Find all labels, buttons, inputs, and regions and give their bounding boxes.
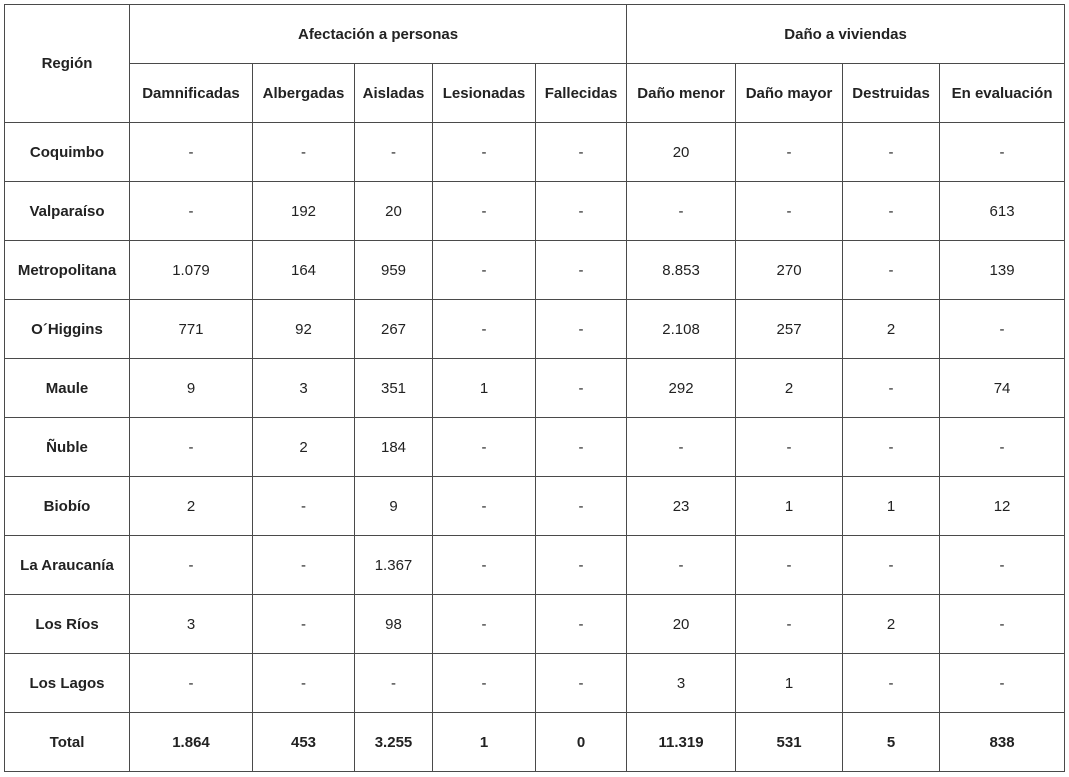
value-cell: 98 bbox=[355, 595, 433, 654]
value-cell: 1.079 bbox=[130, 241, 253, 300]
value-cell: 2 bbox=[736, 359, 843, 418]
table-row bbox=[5, 300, 1065, 359]
col-header-destruidas: Destruidas bbox=[843, 64, 940, 123]
value-cell: - bbox=[253, 477, 355, 536]
value-cell: - bbox=[536, 123, 627, 182]
value-cell: - bbox=[433, 300, 536, 359]
table-row bbox=[5, 241, 1065, 300]
value-cell: 2.108 bbox=[627, 300, 736, 359]
value-cell: 267 bbox=[355, 300, 433, 359]
value-cell: 9 bbox=[355, 477, 433, 536]
region-cell: O´Higgins bbox=[5, 300, 130, 359]
col-header-dano-mayor: Daño mayor bbox=[736, 64, 843, 123]
value-cell: - bbox=[433, 418, 536, 477]
table-row bbox=[5, 536, 1065, 595]
region-cell: Biobío bbox=[5, 477, 130, 536]
col-header-albergadas: Albergadas bbox=[253, 64, 355, 123]
value-cell: - bbox=[253, 654, 355, 713]
value-cell: 771 bbox=[130, 300, 253, 359]
value-cell: - bbox=[843, 241, 940, 300]
region-header: Región bbox=[5, 5, 130, 123]
table-row bbox=[5, 654, 1065, 713]
value-cell: 257 bbox=[736, 300, 843, 359]
value-cell: - bbox=[536, 477, 627, 536]
value-cell: - bbox=[536, 595, 627, 654]
region-cell: Metropolitana bbox=[5, 241, 130, 300]
value-cell: - bbox=[536, 418, 627, 477]
value-cell: - bbox=[843, 182, 940, 241]
value-cell: - bbox=[736, 536, 843, 595]
region-cell: Los Lagos bbox=[5, 654, 130, 713]
table-row bbox=[5, 123, 1065, 182]
value-cell: 2 bbox=[253, 418, 355, 477]
value-cell: 613 bbox=[940, 182, 1065, 241]
total-value-cell: 11.319 bbox=[627, 713, 736, 772]
value-cell: - bbox=[130, 536, 253, 595]
value-cell: - bbox=[253, 123, 355, 182]
value-cell: 20 bbox=[627, 595, 736, 654]
region-cell: Los Ríos bbox=[5, 595, 130, 654]
damage-report-table bbox=[4, 4, 1065, 772]
value-cell: 2 bbox=[843, 300, 940, 359]
value-cell: 23 bbox=[627, 477, 736, 536]
value-cell: 139 bbox=[940, 241, 1065, 300]
personas-group-header: Afectación a personas bbox=[130, 5, 627, 64]
value-cell: 292 bbox=[627, 359, 736, 418]
table-row bbox=[5, 182, 1065, 241]
value-cell: - bbox=[433, 241, 536, 300]
value-cell: 1 bbox=[843, 477, 940, 536]
col-header-damnificadas: Damnificadas bbox=[130, 64, 253, 123]
value-cell: - bbox=[940, 654, 1065, 713]
col-header-lesionadas: Lesionadas bbox=[433, 64, 536, 123]
table-body bbox=[5, 123, 1065, 772]
col-header-aisladas: Aisladas bbox=[355, 64, 433, 123]
value-cell: 2 bbox=[130, 477, 253, 536]
value-cell: 164 bbox=[253, 241, 355, 300]
value-cell: 92 bbox=[253, 300, 355, 359]
region-cell: Maule bbox=[5, 359, 130, 418]
value-cell: - bbox=[627, 418, 736, 477]
value-cell: - bbox=[940, 595, 1065, 654]
value-cell: - bbox=[736, 595, 843, 654]
total-value-cell: 1.864 bbox=[130, 713, 253, 772]
total-value-cell: 838 bbox=[940, 713, 1065, 772]
table-row bbox=[5, 595, 1065, 654]
value-cell: - bbox=[843, 123, 940, 182]
table-row bbox=[5, 359, 1065, 418]
value-cell: - bbox=[130, 418, 253, 477]
value-cell: 351 bbox=[355, 359, 433, 418]
col-header-en-evaluacion: En evaluación bbox=[940, 64, 1065, 123]
value-cell: - bbox=[355, 123, 433, 182]
total-value-cell: 3.255 bbox=[355, 713, 433, 772]
value-cell: - bbox=[843, 536, 940, 595]
value-cell: - bbox=[536, 359, 627, 418]
value-cell: - bbox=[627, 536, 736, 595]
value-cell: 1 bbox=[433, 359, 536, 418]
value-cell: 184 bbox=[355, 418, 433, 477]
value-cell: - bbox=[843, 654, 940, 713]
value-cell: - bbox=[536, 241, 627, 300]
value-cell: - bbox=[536, 300, 627, 359]
value-cell: 20 bbox=[627, 123, 736, 182]
col-header-fallecidas: Fallecidas bbox=[536, 64, 627, 123]
value-cell: 1 bbox=[736, 654, 843, 713]
total-value-cell: 5 bbox=[843, 713, 940, 772]
value-cell: 3 bbox=[627, 654, 736, 713]
value-cell: - bbox=[627, 182, 736, 241]
value-cell: - bbox=[536, 654, 627, 713]
table-header bbox=[5, 5, 1065, 123]
value-cell: - bbox=[843, 359, 940, 418]
value-cell: - bbox=[433, 123, 536, 182]
value-cell: - bbox=[736, 123, 843, 182]
value-cell: 3 bbox=[130, 595, 253, 654]
viviendas-group-header: Daño a viviendas bbox=[627, 5, 1065, 64]
value-cell: 2 bbox=[843, 595, 940, 654]
total-value-cell: 0 bbox=[536, 713, 627, 772]
value-cell: - bbox=[433, 182, 536, 241]
value-cell: 270 bbox=[736, 241, 843, 300]
region-cell: Coquimbo bbox=[5, 123, 130, 182]
value-cell: - bbox=[736, 418, 843, 477]
value-cell: 192 bbox=[253, 182, 355, 241]
value-cell: - bbox=[355, 654, 433, 713]
value-cell: 74 bbox=[940, 359, 1065, 418]
value-cell: - bbox=[130, 123, 253, 182]
value-cell: - bbox=[536, 182, 627, 241]
table-row bbox=[5, 477, 1065, 536]
value-cell: 959 bbox=[355, 241, 433, 300]
value-cell: - bbox=[940, 418, 1065, 477]
total-value-cell: 531 bbox=[736, 713, 843, 772]
value-cell: - bbox=[536, 536, 627, 595]
value-cell: 9 bbox=[130, 359, 253, 418]
value-cell: 12 bbox=[940, 477, 1065, 536]
value-cell: 1.367 bbox=[355, 536, 433, 595]
value-cell: 8.853 bbox=[627, 241, 736, 300]
total-label: Total bbox=[5, 713, 130, 772]
region-cell: Ñuble bbox=[5, 418, 130, 477]
header-columns-row bbox=[5, 64, 1065, 123]
value-cell: - bbox=[253, 536, 355, 595]
value-cell: - bbox=[130, 654, 253, 713]
region-cell: Valparaíso bbox=[5, 182, 130, 241]
value-cell: - bbox=[433, 654, 536, 713]
value-cell: - bbox=[940, 536, 1065, 595]
header-group-row bbox=[5, 5, 1065, 64]
value-cell: - bbox=[433, 536, 536, 595]
value-cell: 1 bbox=[736, 477, 843, 536]
value-cell: - bbox=[433, 595, 536, 654]
table-row bbox=[5, 418, 1065, 477]
value-cell: - bbox=[253, 595, 355, 654]
value-cell: - bbox=[940, 123, 1065, 182]
total-value-cell: 1 bbox=[433, 713, 536, 772]
col-header-dano-menor: Daño menor bbox=[627, 64, 736, 123]
value-cell: - bbox=[843, 418, 940, 477]
region-cell: La Araucanía bbox=[5, 536, 130, 595]
value-cell: - bbox=[130, 182, 253, 241]
total-value-cell: 453 bbox=[253, 713, 355, 772]
value-cell: 3 bbox=[253, 359, 355, 418]
value-cell: - bbox=[736, 182, 843, 241]
value-cell: - bbox=[433, 477, 536, 536]
value-cell: 20 bbox=[355, 182, 433, 241]
value-cell: - bbox=[940, 300, 1065, 359]
total-row bbox=[5, 713, 1065, 772]
